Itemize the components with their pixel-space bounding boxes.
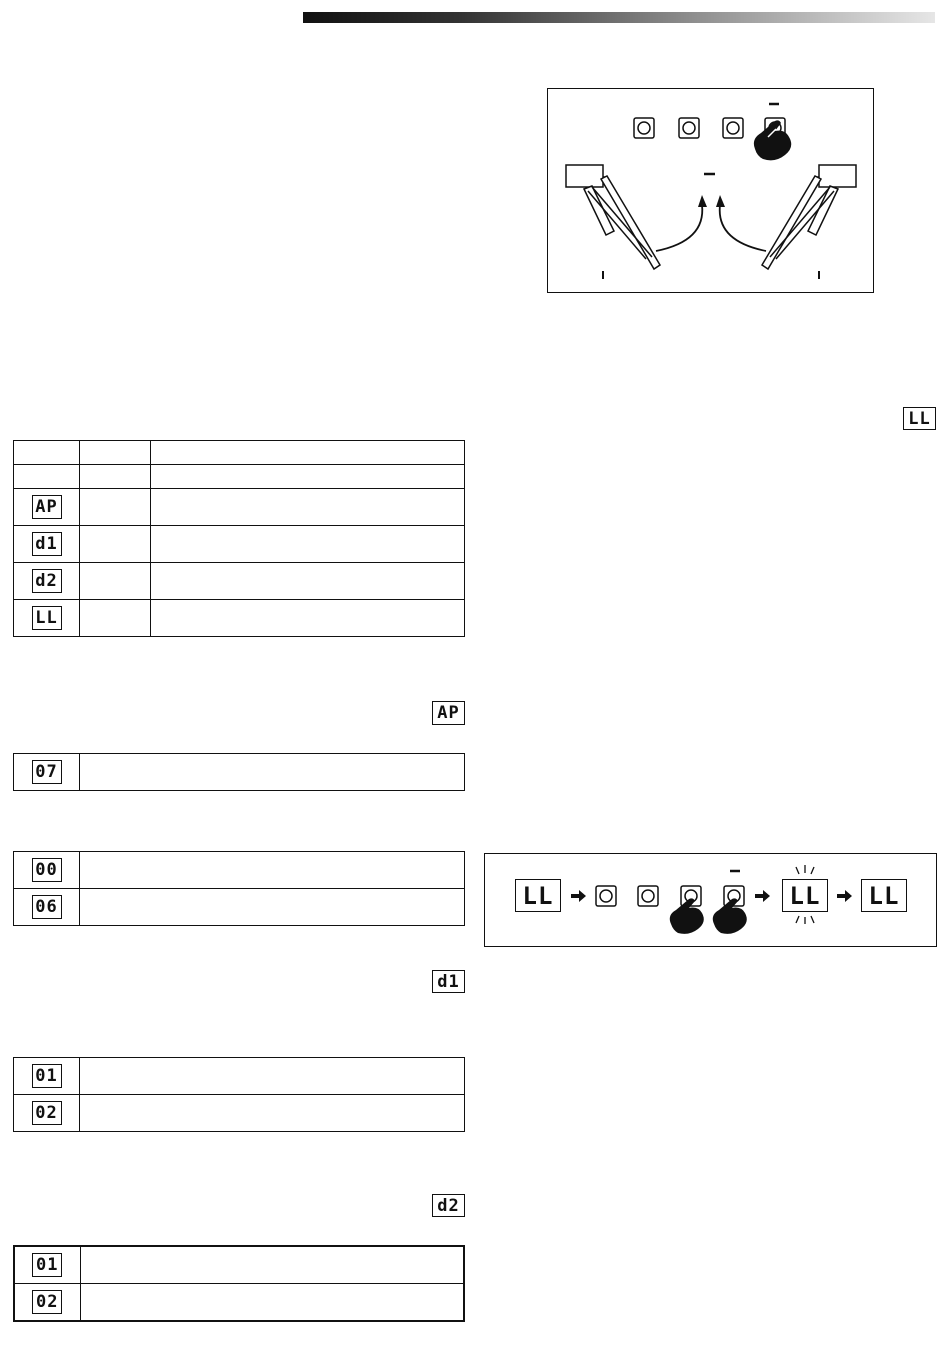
- display-code: d1: [32, 532, 62, 556]
- table-row: [14, 526, 465, 563]
- display-end: LL: [861, 879, 907, 912]
- table-row: [14, 600, 465, 637]
- ap-value-table: [13, 753, 465, 791]
- table-row: [14, 889, 465, 926]
- header-gradient-bar: [303, 12, 935, 23]
- gate-diagram-frame: [547, 88, 874, 293]
- display-code: 00: [32, 858, 62, 882]
- sequence-graphics: [485, 854, 935, 945]
- display-start: LL: [515, 879, 561, 912]
- table-row: [14, 1095, 465, 1132]
- display-code: 06: [32, 895, 62, 919]
- table-row: [14, 1246, 464, 1284]
- display-d2: d2: [432, 1194, 465, 1217]
- table-header-row: [14, 441, 465, 465]
- d1-value-table: [13, 1057, 465, 1132]
- table-row: [14, 563, 465, 600]
- sequence-figure: [484, 853, 937, 947]
- table-row: [14, 489, 465, 526]
- table-row: [14, 852, 465, 889]
- blink-icon: [796, 865, 814, 924]
- table-row: [14, 754, 465, 791]
- display-ll: LL: [903, 407, 936, 430]
- display-d1: d1: [432, 970, 465, 993]
- display-code: 01: [32, 1253, 62, 1277]
- table-row: [14, 1284, 464, 1322]
- gate-diagram: [548, 89, 872, 291]
- d2-value-table: [13, 1245, 465, 1322]
- display-code: 07: [32, 760, 62, 784]
- display-ap: AP: [432, 701, 465, 725]
- parameter-table: [13, 440, 465, 637]
- table-row: [14, 1058, 465, 1095]
- display-code: 01: [32, 1064, 62, 1088]
- display-code: LL: [32, 606, 62, 630]
- display-blinking: LL: [782, 879, 828, 912]
- display-code: AP: [32, 495, 62, 519]
- button-icon: [596, 886, 744, 906]
- table-header-row: [14, 465, 465, 489]
- display-code: 02: [32, 1290, 62, 1314]
- display-code: 02: [32, 1101, 62, 1125]
- ap-range-table: [13, 851, 465, 926]
- display-code: d2: [32, 569, 62, 593]
